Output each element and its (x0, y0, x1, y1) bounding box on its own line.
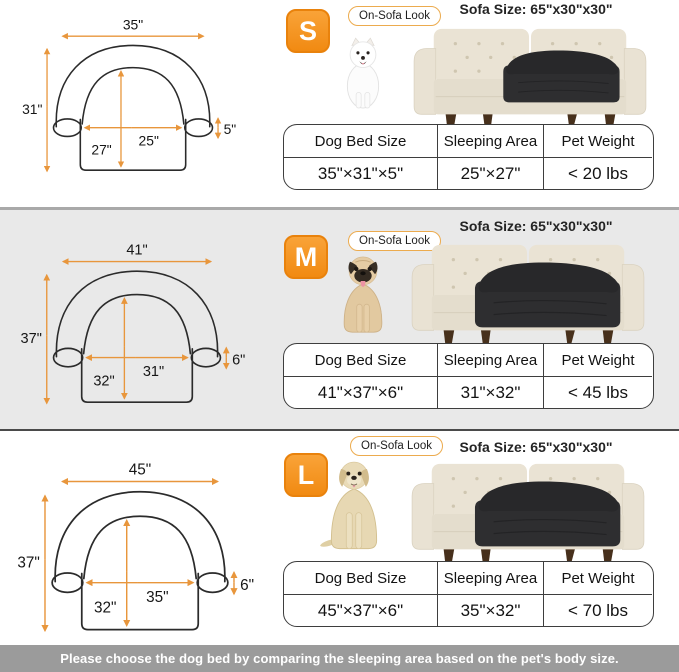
size-badge-l: L (284, 453, 328, 497)
black-bed-cover (475, 263, 620, 328)
header-pet-weight: Pet Weight (543, 344, 652, 377)
sofa-with-cover-image (410, 457, 646, 567)
sofa-with-cover-image (412, 22, 648, 132)
bed-dimension-diagram-medium (6, 238, 268, 418)
pug-dog-image (336, 254, 390, 337)
bed-dimension-diagram-large (2, 457, 278, 645)
header-dog-bed-size: Dog Bed Size (284, 562, 437, 595)
size-row-small (0, 0, 679, 207)
bed-dimension-diagram-small (8, 14, 258, 185)
value-pet-weight: < 70 lbs (543, 595, 652, 626)
dim-bolster-height: 6" (232, 352, 246, 369)
dim-bolster-height: 5" (223, 121, 237, 138)
header-pet-weight: Pet Weight (543, 125, 652, 158)
black-bed-cover (503, 50, 619, 102)
dim-sleep-depth: 32" (94, 599, 117, 617)
dimension-arrows (47, 262, 227, 404)
value-pet-weight: < 45 lbs (543, 377, 652, 408)
dim-sleep-depth: 32" (93, 373, 115, 390)
sofa-size-caption: Sofa Size: 65"x30"x30" (459, 1, 613, 17)
on-sofa-look-pill: On-Sofa Look (348, 231, 441, 251)
dim-sleep-width: 35" (146, 589, 169, 607)
header-pet-weight: Pet Weight (543, 562, 652, 595)
value-sleeping-area: 25"×27" (437, 158, 543, 189)
dim-outer-height: 31" (22, 100, 43, 117)
value-dog-bed-size: 45"×37"×6" (317, 600, 404, 620)
size-badge-m: M (284, 235, 328, 279)
bed-outline (52, 492, 228, 630)
dimension-arrows (45, 482, 234, 631)
size-badge-s: S (286, 9, 330, 53)
header-sleeping-area: Sleeping Area (437, 125, 543, 158)
pomeranian-dog-image (340, 37, 386, 111)
dim-outer-width: 35" (122, 16, 144, 33)
value-pet-weight: < 20 lbs (543, 158, 652, 189)
header-dog-bed-size: Dog Bed Size (284, 344, 437, 377)
dimension-arrows (47, 36, 218, 171)
footer-note: Please choose the dog bed by comparing the sleeping area based on the pet's body size. (0, 645, 679, 672)
header-dog-bed-size: Dog Bed Size (284, 125, 437, 158)
dim-outer-width: 45" (128, 461, 152, 479)
on-sofa-look-pill: On-Sofa Look (348, 6, 441, 26)
labrador-dog-image (318, 459, 390, 557)
spec-table-medium (283, 343, 654, 409)
size-row-medium (0, 210, 679, 429)
size-row-large (0, 431, 679, 645)
black-bed-cover (475, 482, 620, 547)
sofa-with-cover-image (410, 238, 646, 348)
sofa-size-caption: Sofa Size: 65"x30"x30" (459, 218, 613, 234)
bed-outline (54, 271, 221, 402)
spec-table-small (283, 124, 654, 190)
value-dog-bed-size: 35"×31"×5" (317, 163, 404, 183)
dim-bolster-height: 6" (240, 576, 255, 594)
header-sleeping-area: Sleeping Area (437, 344, 543, 377)
value-dog-bed-size: 41"×37"×6" (317, 382, 404, 402)
dim-outer-height: 37" (20, 331, 42, 348)
value-sleeping-area: 35"×32" (437, 595, 543, 626)
spec-table-large (283, 561, 654, 627)
value-sleeping-area: 31"×32" (437, 377, 543, 408)
dim-sleep-depth: 27" (91, 141, 112, 158)
sofa-size-caption: Sofa Size: 65"x30"x30" (459, 439, 613, 455)
header-sleeping-area: Sleeping Area (437, 562, 543, 595)
bed-outline (54, 45, 213, 170)
dim-outer-width: 41" (126, 242, 148, 259)
dim-sleep-width: 25" (138, 132, 159, 149)
dim-sleep-width: 31" (142, 364, 165, 381)
on-sofa-look-pill: On-Sofa Look (350, 436, 443, 456)
dim-outer-height: 37" (17, 554, 40, 572)
